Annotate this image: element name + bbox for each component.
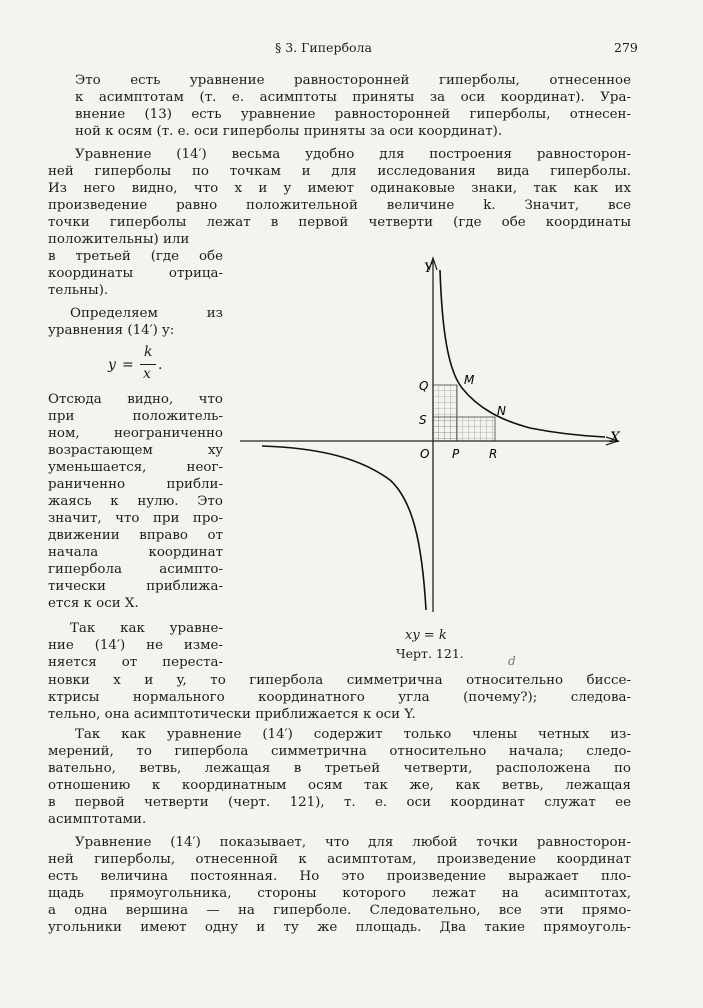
page-number: 279 xyxy=(614,40,638,55)
column-line: раниченно прибли- xyxy=(48,477,223,492)
column-line: уменьшается, неог- xyxy=(48,460,223,475)
text-line: асимптотами. xyxy=(48,812,147,827)
column-line: при положитель- xyxy=(48,409,223,424)
formula-lhs: y xyxy=(108,357,116,373)
column-line: Так как уравне- xyxy=(70,621,223,636)
column-line: Отсюда видно, что xyxy=(48,392,223,407)
hyperbola-branch-first-quadrant xyxy=(440,270,605,437)
text-line: к асимптотам (т. е. асимптоты приняты за оси координат). Ура- xyxy=(75,90,631,105)
column-line: движении вправо от xyxy=(48,528,223,543)
label-P: P xyxy=(452,447,460,461)
text-line: в первой четверти (черт. 121), т. е. оси координат служат ее xyxy=(48,795,631,810)
column-line: ние (14′) не изме- xyxy=(48,638,223,653)
column-line: в третьей (где обе xyxy=(48,249,223,264)
text-line: ней гиперболы по точкам и для исследования вида гиперболы. xyxy=(48,164,631,179)
text-line: новки x и y, то гипербола симметрична относительно биссе- xyxy=(48,673,631,688)
formula-equals: = xyxy=(122,357,134,373)
figure-equation: xy = k xyxy=(405,628,447,643)
text-line: Уравнение (14′) весьма удобно для построения равносторон- xyxy=(75,147,631,162)
label-M: M xyxy=(464,373,475,387)
text-line: отношению к координатным осям так же, как ветвь, лежащая xyxy=(48,778,631,793)
formula-numerator: k xyxy=(144,344,153,360)
stray-mark: d xyxy=(508,654,516,668)
text-line: тельно, она асимптотически приближается к оси Y. xyxy=(48,707,416,722)
section-title: § 3. Гипербола xyxy=(275,40,372,55)
text-line: ней гиперболы, отнесенной к асимптотам, произведение координат xyxy=(48,852,631,867)
column-line: тельны). xyxy=(48,283,109,298)
text-line: Так как уравнение (14′) содержит только члены четных из- xyxy=(75,727,631,742)
text-line: произведение равно положительной величине k. Значит, все xyxy=(48,198,631,213)
label-O: O xyxy=(420,447,430,461)
text-line: ной к осям (т. е. оси гиперболы приняты за оси координат). xyxy=(75,124,503,139)
label-Q: Q xyxy=(419,379,429,393)
text-line: а одна вершина — на гиперболе. Следовательно, все эти прямо- xyxy=(48,903,631,918)
formula-denominator: x xyxy=(143,366,151,382)
text-line: Из него видно, что x и y имеют одинаковые знаки, так как их xyxy=(48,181,631,196)
text-line: угольники имеют одну и ту же площадь. Два такие прямоуголь- xyxy=(48,920,631,935)
column-line: жаясь к нулю. Это xyxy=(48,494,223,509)
label-S: S xyxy=(419,413,427,427)
text-line: вательно, ветвь, лежащая в третьей четверти, расположена по xyxy=(48,761,631,776)
text-line: ктрисы нормального координатного угла (почему?); следова- xyxy=(48,690,631,705)
column-line: Определяем из xyxy=(70,306,223,321)
text-line: точки гиперболы лежат в первой четверти (где обе координаты xyxy=(48,215,631,230)
column-line: гипербола асимпто- xyxy=(48,562,223,577)
text-line: есть величина постоянная. Но это произведение выражает пло- xyxy=(48,869,631,884)
column-line: уравнения (14′) y: xyxy=(48,323,175,338)
label-x-axis: X xyxy=(610,430,620,446)
text-line: Уравнение (14′) показывает, что для любой точки равносторон- xyxy=(75,835,631,850)
column-line: возрастающем xy xyxy=(48,443,223,458)
column-line: ном, неограниченно xyxy=(48,426,223,441)
rectangle-ORNS xyxy=(433,417,495,441)
column-line: значит, что при про- xyxy=(48,511,223,526)
text-line: Это есть уравнение равносторонней гиперболы, отнесенное xyxy=(75,73,631,88)
column-line: тически приближа- xyxy=(48,579,223,594)
text-line: внение (13) есть уравнение равносторонней гиперболы, отнесен- xyxy=(75,107,631,122)
column-line: положительны) или xyxy=(48,232,190,247)
column-line: начала координат xyxy=(48,545,223,560)
column-line: координаты отрица- xyxy=(48,266,223,281)
figure-caption: Черт. 121. xyxy=(396,646,464,661)
text-line: мерений, то гипербола симметрична относительно начала; следо- xyxy=(48,744,631,759)
column-line: няется от переста- xyxy=(48,655,223,670)
column-line: ется к оси X. xyxy=(48,596,139,611)
text-line: щадь прямоугольника, стороны которого лежат на асимптотах, xyxy=(48,886,631,901)
label-y-axis: Y xyxy=(424,261,433,276)
formula-period: . xyxy=(158,357,163,373)
label-N: N xyxy=(497,404,506,418)
hyperbola-branch-third-quadrant xyxy=(262,446,426,610)
label-R: R xyxy=(489,447,498,461)
